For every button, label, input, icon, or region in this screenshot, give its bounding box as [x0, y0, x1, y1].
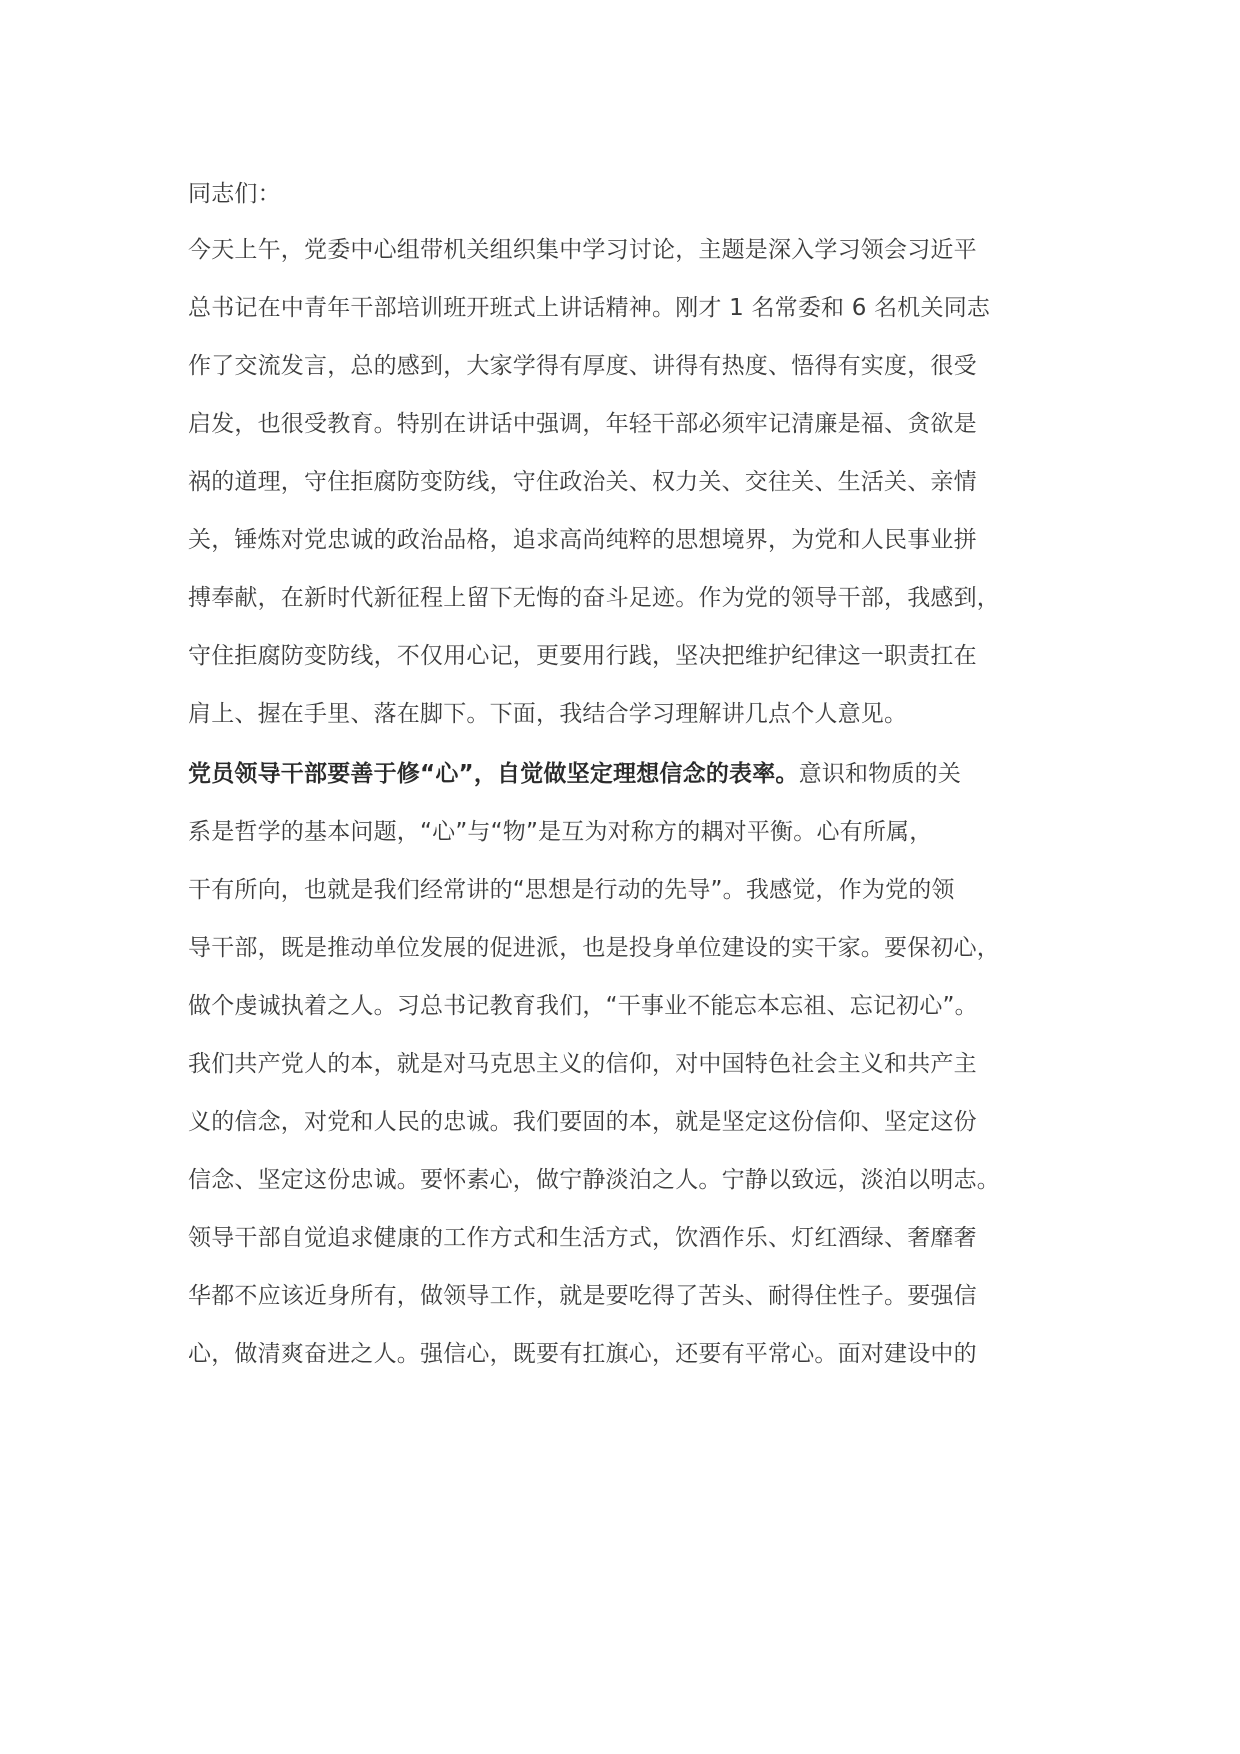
paragraph-line: 搏奉献，在新时代新征程上留下无悔的奋斗足迹。作为党的领导干部，我感到，	[188, 585, 1000, 611]
section-heading: 党员领导干部要善于修“心”，自觉做坚定理想信念的表率。	[188, 761, 799, 787]
paragraph-line: 总书记在中青年干部培训班开班式上讲话精神。刚才 1 名常委和 6 名机关同志	[188, 295, 991, 321]
paragraph-line: 守住拒腐防变防线，不仅用心记，更要用行践，坚决把维护纪律这一职责扛在	[188, 643, 977, 669]
section-first-line	[188, 758, 961, 790]
paragraph-line: 干有所向，也就是我们经常讲的“思想是行动的先导”。我感觉，作为党的领	[188, 877, 955, 903]
paragraph-line: 启发，也很受教育。特别在讲话中强调，年轻干部必须牢记清廉是福、贪欲是	[188, 411, 977, 437]
paragraph-line: 做个虔诚执着之人。习总书记教育我们，“干事业不能忘本忘祖、忘记初心”。	[188, 993, 978, 1019]
paragraph-line: 我们共产党人的本，就是对马克思主义的信仰，对中国特色社会主义和共产主	[188, 1051, 977, 1077]
paragraph-line: 关，锤炼对党忠诚的政治品格，追求高尚纯粹的思想境界，为党和人民事业拼	[188, 527, 977, 553]
salutation: 同志们：	[188, 181, 281, 207]
paragraph-line: 作了交流发言，总的感到，大家学得有厚度、讲得有热度、悟得有实度，很受	[188, 353, 977, 379]
paragraph-line: 今天上午，党委中心组带机关组织集中学习讨论，主题是深入学习领会习近平	[188, 237, 977, 263]
paragraph-line: 领导干部自觉追求健康的工作方式和生活方式，饮酒作乐、灯红酒绿、奢靡奢	[188, 1225, 977, 1251]
paragraph-line: 义的信念，对党和人民的忠诚。我们要固的本，就是坚定这份信仰、坚定这份	[188, 1109, 977, 1135]
paragraph-line: 信念、坚定这份忠诚。要怀素心，做宁静淡泊之人。宁静以致远，淡泊以明志。	[188, 1167, 1000, 1193]
paragraph-line: 肩上、握在手里、落在脚下。下面，我结合学习理解讲几点个人意见。	[188, 701, 908, 727]
paragraph-line: 心，做清爽奋进之人。强信心，既要有扛旗心，还要有平常心。面对建设中的	[188, 1341, 977, 1367]
paragraph-line: 华都不应该近身所有，做领导工作，就是要吃得了苦头、耐得住性子。要强信	[188, 1283, 977, 1309]
section-first-line-rest: 意识和物质的关	[798, 761, 962, 787]
paragraph-line: 系是哲学的基本问题，“心”与“物”是互为对称方的耦对平衡。心有所属，	[188, 819, 933, 845]
paragraph-line: 祸的道理，守住拒腐防变防线，守住政治关、权力关、交往关、生活关、亲情	[188, 469, 977, 495]
paragraph-line: 导干部，既是推动单位发展的促进派，也是投身单位建设的实干家。要保初心，	[188, 935, 1000, 961]
